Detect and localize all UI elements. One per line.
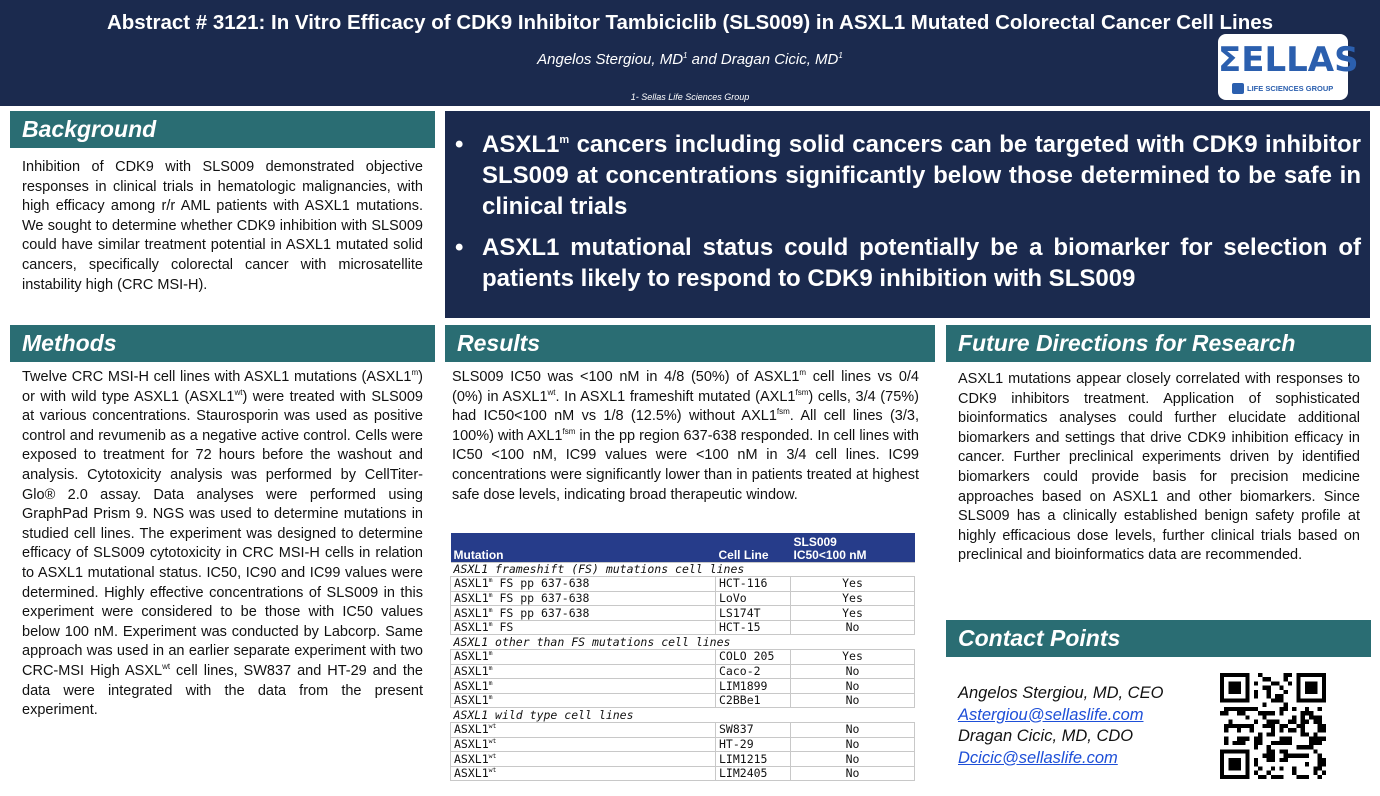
cell-line-cell: LIM2405: [716, 766, 791, 781]
mutation-cell: ASXL1$^m$ FS pp 637-638: [451, 606, 716, 621]
key-point-1: • ASXL1$^m$ cancers including solid cancers can be targeted with CDK9 inhibitor SLS009 at concentrations significantly below those determined to be safe in clinical trials: [455, 131, 1361, 220]
ic50-result-cell: Yes: [791, 606, 915, 621]
cell-line-cell: LIM1899: [716, 679, 791, 694]
table-group-row: [451, 708, 915, 723]
table-row: [451, 577, 915, 592]
results-text: SLS009 IC50 was <100 nM in 4/8 (50%) of ASXL1$^m$ cell lines vs 0/4 (0%) in $ASXL1^{wt}$. In ASXL1 frameshift mutated $(AXL1^{fsm})$ cells, 3/4 (75%) had IC50<100 nM vs 1/8 (12.5%) without $AXL1^{fsm}$. All cell lines (3/3, 100%) with $AXL1^{fsm}$ in the pp region 637-638 responded. In cell lines with IC50 <100 nM, IC99 values were <100 nM in 3/4 cell lines. IC99 concentrations were significantly lower than in patients treated at highest safe dose levels, indicating broad therapeutic window.: [452, 368, 919, 503]
logo-wordmark: ΣELLAS: [1218, 40, 1359, 80]
logo-subtitle: LIFE SCIENCES GROUP: [1232, 82, 1333, 94]
qr-code-icon[interactable]: [1220, 673, 1326, 779]
background-heading: Background: [10, 111, 435, 148]
bullet-icon: •: [455, 234, 464, 261]
ic50-result-cell: No: [791, 723, 915, 738]
table-row: [451, 766, 915, 781]
affiliation: 1- Sellas Life Sciences Group: [630, 92, 750, 102]
contact-email-2[interactable]: Dcicic@sellaslife.com: [958, 748, 1118, 767]
ic50-result-cell: Yes: [791, 577, 915, 592]
methods-heading: Methods: [10, 325, 435, 362]
table-row: [451, 679, 915, 694]
contact-email-1[interactable]: Astergiou@sellaslife.com: [958, 705, 1144, 724]
author-list: [0, 51, 1380, 68]
group-label: ASXL1 frameshift (FS) mutations cell lines: [451, 562, 915, 577]
key-points-list: [455, 129, 1361, 304]
ic50-result-cell: No: [791, 752, 915, 767]
ic50-result-cell: No: [791, 693, 915, 708]
mutation-cell: $ASXL1^{wt}$: [451, 737, 716, 752]
sellas-logo: [1218, 34, 1359, 100]
cell-line-cell: HCT-15: [716, 620, 791, 635]
mutation-cell: $ASXL1^{wt}$: [451, 766, 716, 781]
table-row: [451, 620, 915, 635]
cell-line-cell: LIM1215: [716, 752, 791, 767]
col-ic50: SLS009 IC50<100 nM: [791, 533, 915, 562]
cell-line-cell: HT-29: [716, 737, 791, 752]
mutation-cell: ASXL1$^m$ FS pp 637-638: [451, 591, 716, 606]
future-heading: Future Directions for Research: [946, 325, 1371, 362]
cell-line-cell: COLO 205: [716, 650, 791, 665]
author-1-affil: 1: [683, 51, 688, 60]
mutation-cell: ASXL1$^m$: [451, 693, 716, 708]
group-label: ASXL1 other than FS mutations cell lines: [451, 635, 915, 650]
mutation-cell: ASXL1$^m$: [451, 679, 716, 694]
cell-line-cell: HCT-116: [716, 577, 791, 592]
ic50-result-cell: No: [791, 679, 915, 694]
contact-name-1: Angelos Stergiou, MD, CEO: [958, 684, 1164, 702]
table-row: [451, 737, 915, 752]
bullet-icon: •: [455, 131, 464, 158]
key-points-box: [445, 111, 1370, 318]
table-header-row: [451, 533, 915, 562]
contact-heading: Contact Points: [946, 620, 1371, 657]
future-text: ASXL1 mutations appear closely correlated with responses to CDK9 inhibitors treatment. Application of sophisticated bioinformatics analyses could further elucidate additional biomarkers and settings that drive CDK9 inhibition efficacy in cancer. Further preclinical experiments driven by identified biomarkers could provide basis for precision medicine approaches based on ASXL1 and other biomarkers. Since SLS009 has a clinically established benign safety profile at highly efficacious dose levels, further clinical trials based on preclinical and bioinformatics data are recommended.: [958, 371, 1360, 564]
results-table-body: [451, 562, 915, 781]
mutation-cell: ASXL1$^m$: [451, 664, 716, 679]
table-row: [451, 664, 915, 679]
cell-line-cell: LS174T: [716, 606, 791, 621]
key-point-2: • ASXL1 mutational status could potentially be a biomarker for selection of patients likely to respond to CDK9 inhibition with SLS009: [455, 234, 1361, 292]
table-group-row: [451, 562, 915, 577]
col-mutation: Mutation: [451, 533, 716, 562]
author-2: and Dragan Cicic, MD: [687, 51, 839, 68]
mutation-cell: $ASXL1^{wt}$: [451, 723, 716, 738]
col-cell-line: Cell Line: [716, 533, 791, 562]
contact-name-2: Dragan Cicic, MD, CDO: [958, 727, 1134, 745]
author-2-affil: 1: [838, 51, 843, 60]
mutation-cell: ASXL1$^m$: [451, 650, 716, 665]
table-row: [451, 650, 915, 665]
mutation-cell: ASXL1$^m$ FS: [451, 620, 716, 635]
logo-mark-icon: [1232, 83, 1244, 94]
results-heading: Results: [445, 325, 935, 362]
contact-list: [958, 683, 1163, 769]
mutation-cell: ASXL1$^m$ FS pp 637-638: [451, 577, 716, 592]
cell-line-cell: LoVo: [716, 591, 791, 606]
table-row: [451, 606, 915, 621]
table-row: [451, 591, 915, 606]
ic50-result-cell: No: [791, 664, 915, 679]
cell-line-cell: C2BBe1: [716, 693, 791, 708]
ic50-result-cell: No: [791, 620, 915, 635]
table-group-row: [451, 635, 915, 650]
ic50-result-cell: Yes: [791, 650, 915, 665]
author-1: Angelos Stergiou, MD: [537, 51, 684, 68]
table-row: [451, 723, 915, 738]
table-row: [451, 752, 915, 767]
poster-title: Abstract # 3121: In Vitro Efficacy of CDK9 Inhibitor Tambiciclib (SLS009) in ASXL1 Mutated Colorectal Cancer Cell Lines: [106, 11, 1274, 34]
cell-line-cell: SW837: [716, 723, 791, 738]
poster-header: [0, 0, 1380, 106]
cell-line-cell: Caco-2: [716, 664, 791, 679]
group-label: ASXL1 wild type cell lines: [451, 708, 915, 723]
results-table: [450, 533, 915, 781]
methods-text: Twelve CRC MSI-H cell lines with ASXL1 mutations (ASXL1$^m$) or with wild type ASXL1 $(ASXL1^{wt})$ were treated with SLS009 at various concentrations. Staurosporin was used as positive control and revumenib as a negative active control. Cells were exposed to treatment for 72 hours before the washout and analysis. Cytotoxicity analysis was performed by CellTiter-Glo® 2.0 assay. Data analyses were performed using GraphPad Prism 9. NGS was used to determine mutations in studied cell lines. The experiment was designed to determine efficacy of SLS009 cytotoxicity in CRC MSI-H cells in relation to ASXL1 mutational status. IC50, IC90 and IC99 values were determined. Highly effective concentrations of SLS009 in this experiment were considered to be those with IC50 values below 100 nM. Experiment was conducted by Labcorp. Same approach was used in an earlier separate experiment with two CRC-MSI High $ASXL^{wt}$ cell lines, SW837 and HT-29 and the data were integrated with the data from the present experiment.: [22, 368, 423, 719]
table-row: [451, 693, 915, 708]
ic50-result-cell: Yes: [791, 591, 915, 606]
mutation-cell: $ASXL1^{wt}$: [451, 752, 716, 767]
ic50-result-cell: No: [791, 737, 915, 752]
ic50-result-cell: No: [791, 766, 915, 781]
background-text: Inhibition of CDK9 with SLS009 demonstrated objective responses in clinical trials in hematologic malignancies, with high efficacy among r/r AML patients with ASXL1 mutations. We sought to determine whether CDK9 inhibition with SLS009 could have similar treatment potential in ASXL1 mutated solid cancers, specifically colorectal cancer with microsatellite instability high (CRC MSI-H).: [22, 159, 423, 293]
